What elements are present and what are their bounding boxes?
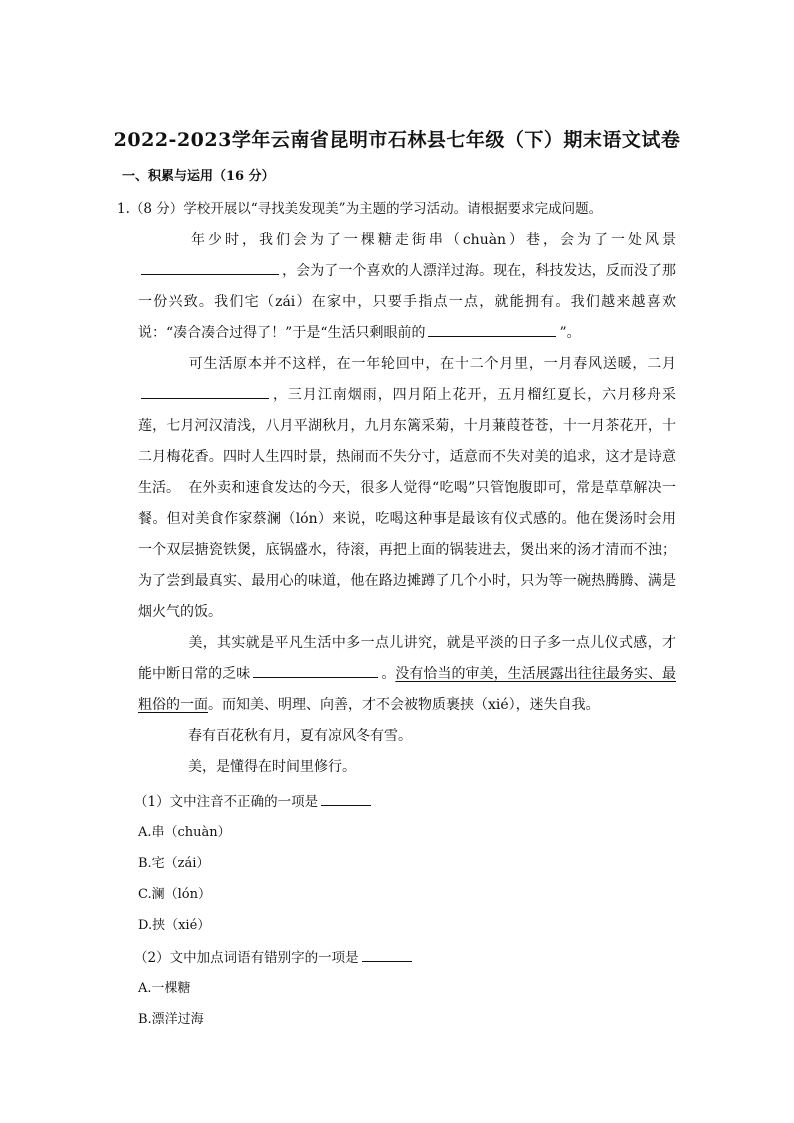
sub-question-2 <box>134 946 415 966</box>
section-heading: 一、积累与运用（16 分） <box>122 169 275 184</box>
sub-question-1 <box>134 790 374 810</box>
answer-blank <box>428 322 556 337</box>
p1-text-c: ”。 <box>559 325 581 341</box>
p2-text-a: 可生活原本并不这样，在一年轮回中，在十二个月里，一月春风送暖，二月 <box>188 356 676 372</box>
page-title: 2022-2023学年云南省昆明市石林县七年级（下）期末语文试卷 <box>113 129 681 151</box>
option-c: C.澜（lón） <box>138 887 211 902</box>
passage-paragraph-6 <box>138 752 676 783</box>
sub-question-2-prompt: （2）文中加点词语有错别字的一项是 <box>134 950 359 966</box>
answer-blank <box>362 947 412 962</box>
option-d: D.挟（xié） <box>138 918 211 933</box>
p2-text-b: ，三月江南烟雨，四月陌上花开，五月榴红夏长，六月移舟采莲，七月河汉清浅，八月平湖秋月，九月东篱采菊，十月蒹葭苍苍，十一月茶花开，十二月梅花香。四时人生四时景，热闹而不失分寸，适意而不失对美的追求，这才是诗意生活。 <box>138 387 676 496</box>
option-a: A.串（chuàn） <box>138 825 231 840</box>
answer-blank <box>141 260 279 275</box>
p4-text-a: 美，其实就是平凡生活中多一点儿讲究，就是平淡的日子多一点儿仪式感，才能中断日常的乏味 <box>138 635 676 682</box>
answer-blank <box>141 384 269 399</box>
passage-paragraph-1 <box>138 225 676 349</box>
option-a: A.一棵糖 <box>138 981 191 996</box>
question-1-heading: 1.（8 分）学校开展以“寻找美发现美”为主题的学习活动。请根据要求完成问题。 <box>117 201 603 217</box>
p1-text-b: ，会为了一个喜欢的人漂洋过海。现在，科技发达，反而没了那一份兴致。我们宅（zái）在家中，只要手指点一点，就能拥有。我们越来越喜欢说：“凑合凑合过得了！”于是“生活只剩眼前的 <box>138 263 676 341</box>
passage-paragraph-5 <box>138 721 676 752</box>
option-b: B.漂洋过海 <box>138 1012 204 1027</box>
p3-text: 在外卖和速食发达的今天，很多人觉得“吃喝”只管饱腹即可，常是草草解决一餐。但对美食作家蔡澜（lón）来说，吃喝这种事是最该有仪式感的。他在煲汤时会用一个双层搪瓷铁煲，底锅盛水，待滚，再把上面的锅装进去，煲出来的汤才清而不浊；为了尝到最真实、最用心的味道，他在路边摊蹲了几个小时，只为等一碗热腾腾、满是烟火气的饭。 <box>138 480 676 620</box>
p4-text-c: 。而知美、明理、向善，才不会被物质裹挟（xié），迷失自我。 <box>208 697 600 713</box>
underlined-sentence: 没有恰当的审美，生活展露出往往最务实、最粗俗的一面 <box>138 666 677 713</box>
p5-text: 春有百花秋有月，夏有凉风冬有雪。 <box>188 728 412 744</box>
passage-paragraph-3 <box>138 473 676 628</box>
sub-question-1-prompt: （1）文中注音不正确的一项是 <box>134 794 319 810</box>
p4-text-b: 。 <box>381 666 396 682</box>
answer-blank <box>253 663 378 678</box>
p1-text-a: 年少时，我们会为了一棵糖走街串（chuàn）巷，会为了一处风景 <box>188 232 676 248</box>
passage-paragraph-4 <box>138 628 676 721</box>
answer-blank <box>321 791 371 806</box>
p6-text: 美，是懂得在时间里修行。 <box>188 759 356 775</box>
option-b: B.宅（zái） <box>138 856 210 871</box>
